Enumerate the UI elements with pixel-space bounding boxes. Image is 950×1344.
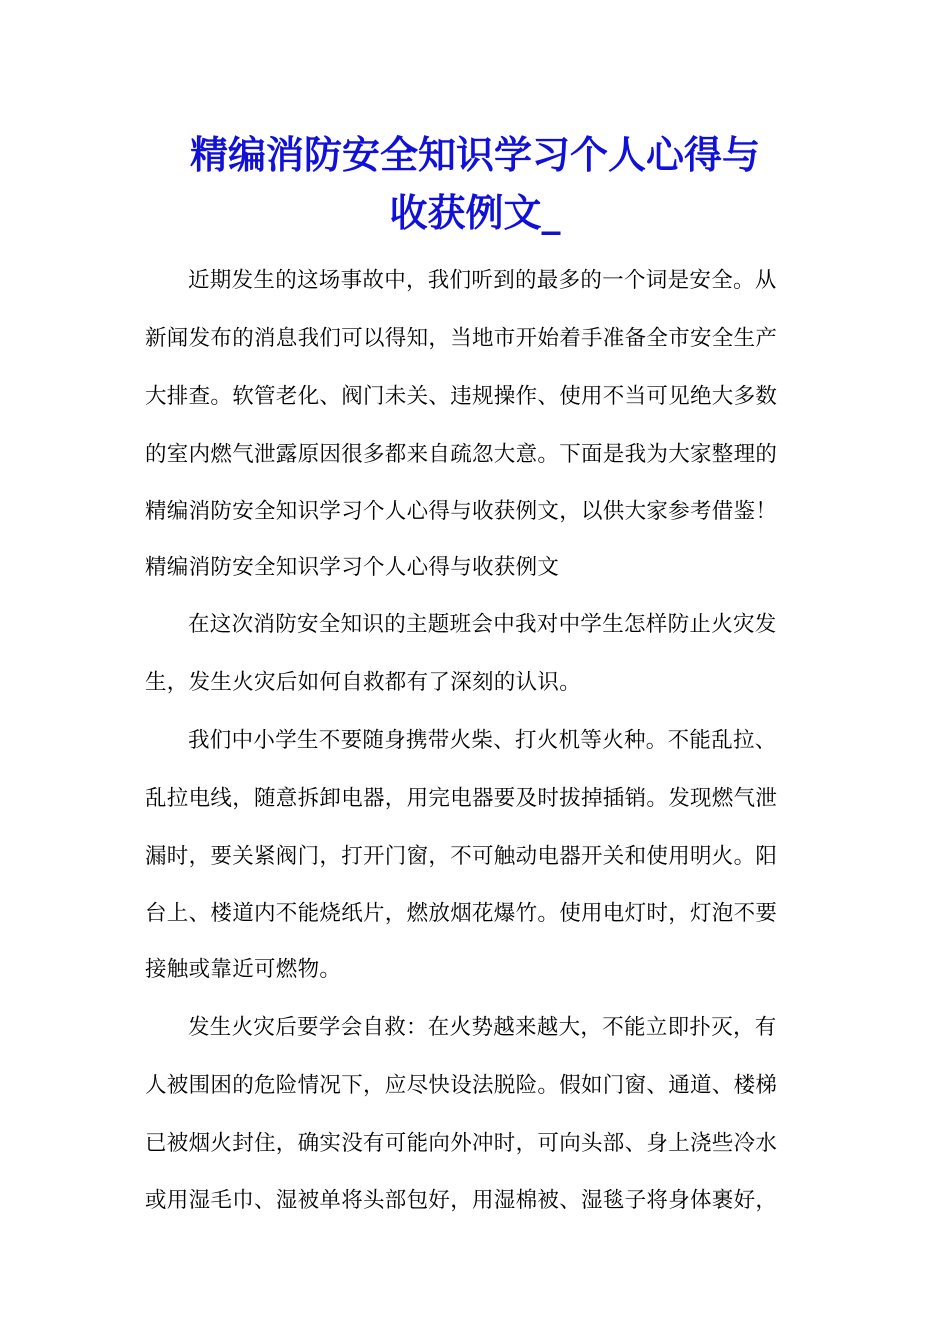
text-line: 接触或靠近可燃物。 [145, 957, 342, 982]
text-line: 台上、楼道内不能烧纸片，燃放烟花爆竹。使用电灯时，灯泡不要 [145, 901, 778, 926]
text-line: 生，发生火灾后如何自救都有了深刻的认识。 [145, 670, 582, 695]
text-line: 在这次消防安全知识的主题班会中我对中学生怎样防止火灾发 [188, 612, 777, 637]
text-line: 近期发生的这场事故中，我们听到的最多的一个词是安全。从 [188, 268, 777, 293]
text-line: 人被围困的危险情况下，应尽快设法脱险。假如门窗、通道、楼梯 [145, 1073, 778, 1098]
text-line: 乱拉电线，随意拆卸电器，用完电器要及时拔掉插销。发现燃气泄 [145, 786, 778, 811]
text-line: 大排查。软管老化、阀门未关、违规操作、使用不当可见绝大多数 [145, 384, 778, 409]
text-line: 的室内燃气泄露原因很多都来自疏忽大意。下面是我为大家整理的 [145, 442, 778, 467]
text-line: 新闻发布的消息我们可以得知，当地市开始着手准备全市安全生产 [145, 326, 778, 351]
text-line: 我们中小学生不要随身携带火柴、打火机等火种。不能乱拉、 [188, 728, 777, 753]
text-line: 精编消防安全知识学习个人心得与收获例文，以供大家参考借鉴！ [145, 499, 778, 524]
text-line: 发生火灾后要学会自救：在火势越来越大，不能立即扑灭，有 [188, 1015, 777, 1040]
document-title-line-1: 精编消防安全知识学习个人心得与 [189, 132, 760, 177]
section-heading-line: 精编消防安全知识学习个人心得与收获例文 [145, 555, 560, 580]
document-title-line-2: 收获例文_ [389, 190, 561, 235]
text-line: 已被烟火封住，确实没有可能向外冲时，可向头部、身上浇些冷水 [145, 1131, 778, 1156]
text-line: 或用湿毛巾、湿被单将头部包好，用湿棉被、湿毯子将身体裹好， [145, 1188, 778, 1213]
text-line: 漏时，要关紧阀门，打开门窗，不可触动电器开关和使用明火。阳 [145, 844, 778, 869]
